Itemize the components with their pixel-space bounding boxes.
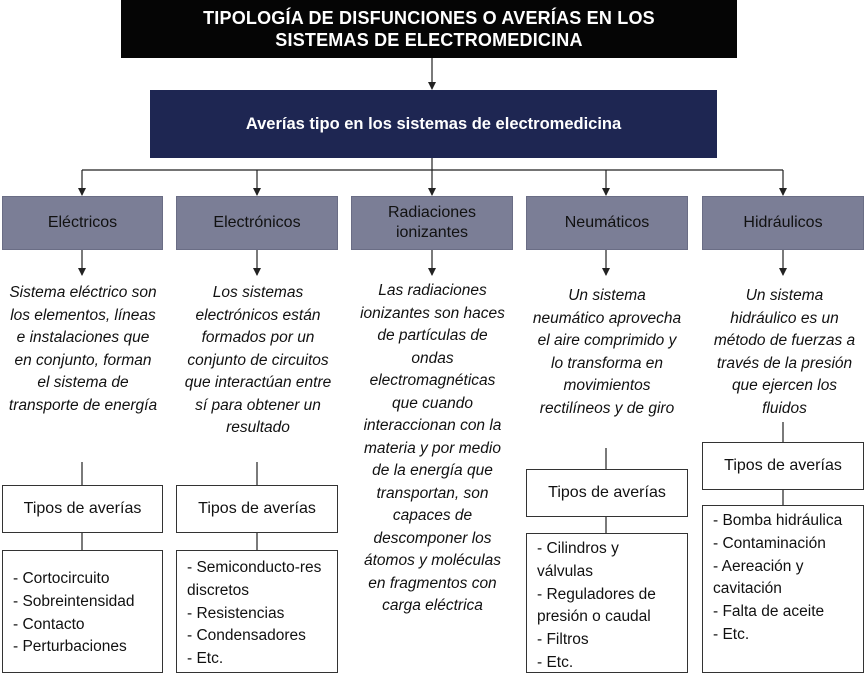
description-electricos: Sistema eléctrico son los elementos, líneas e instalaciones que en conjunto, forman el sistema de transporte de energía <box>8 284 158 414</box>
types-label-electricos: Tipos de averías <box>2 485 163 533</box>
types-label-electronicos: Tipos de averías <box>176 485 338 533</box>
list-item: - Cortocircuito <box>13 570 110 587</box>
category-neumaticos: Neumáticos <box>526 196 688 250</box>
list-item: - Etc. <box>713 625 750 643</box>
fault-list-hidraulicos <box>702 505 864 673</box>
main-topic-box: Averías tipo en los sistemas de electromedicina <box>150 90 717 158</box>
description-radiaciones-ionizantes: Las radiaciones ionizantes son haces de partículas de ondas electromagnéticas que cuando interaccionan con la materia y por medio de la energía que transportan, son capaces de descomponer los átomos y moléculas en fragmentos con carga eléctrica <box>360 282 505 614</box>
category-electricos: Eléctricos <box>2 196 163 250</box>
category-radiaciones-ionizantes: Radiaciones ionizantes <box>351 196 513 250</box>
list-item: - Resistencias <box>187 604 285 622</box>
description-neumaticos: Un sistema neumático aprovecha el aire comprimido y lo transforma en movimientos rectilíneos y de giro <box>532 287 682 417</box>
description-electronicos: Los sistemas electrónicos están formados por un conjunto de circuitos que interactúan entre sí para obtener un resultado <box>184 284 332 436</box>
list-item: - Cilindros y válvulas <box>537 540 619 580</box>
fault-list-neumaticos <box>526 533 688 673</box>
list-item: - Semiconducto-res discretos <box>187 559 322 599</box>
list-item: - Condensadores <box>187 627 306 645</box>
list-item: - Contacto <box>13 615 85 633</box>
types-label-neumaticos: Tipos de averías <box>526 469 688 517</box>
diagram-title: TIPOLOGÍA DE DISFUNCIONES O AVERÍAS EN LOS SISTEMAS DE ELECTROMEDICINA <box>121 0 737 58</box>
list-item: - Etc. <box>187 650 224 668</box>
fault-list-electricos <box>2 550 163 673</box>
list-item: - Sobreintensidad <box>13 592 135 610</box>
list-item: - Filtros <box>537 631 589 649</box>
category-hidraulicos: Hidráulicos <box>702 196 864 250</box>
fault-list-electronicos <box>176 550 338 673</box>
list-item: - Reguladores de presión o caudal <box>537 585 656 626</box>
list-item: - Perturbaciones <box>13 638 127 656</box>
list-item: - Etc. <box>537 653 574 671</box>
list-item: - Falta de aceite <box>713 603 825 621</box>
category-electronicos: Electrónicos <box>176 196 338 250</box>
list-item: - Contaminación <box>713 534 826 552</box>
list-item: - Bomba hidráulica <box>713 512 843 529</box>
types-label-hidraulicos: Tipos de averías <box>702 442 864 490</box>
list-item: - Aereación y cavitación <box>713 557 804 598</box>
description-hidraulicos: Un sistema hidráulico es un método de fuerzas a través de la presión que ejercen los fluidos <box>713 287 856 417</box>
